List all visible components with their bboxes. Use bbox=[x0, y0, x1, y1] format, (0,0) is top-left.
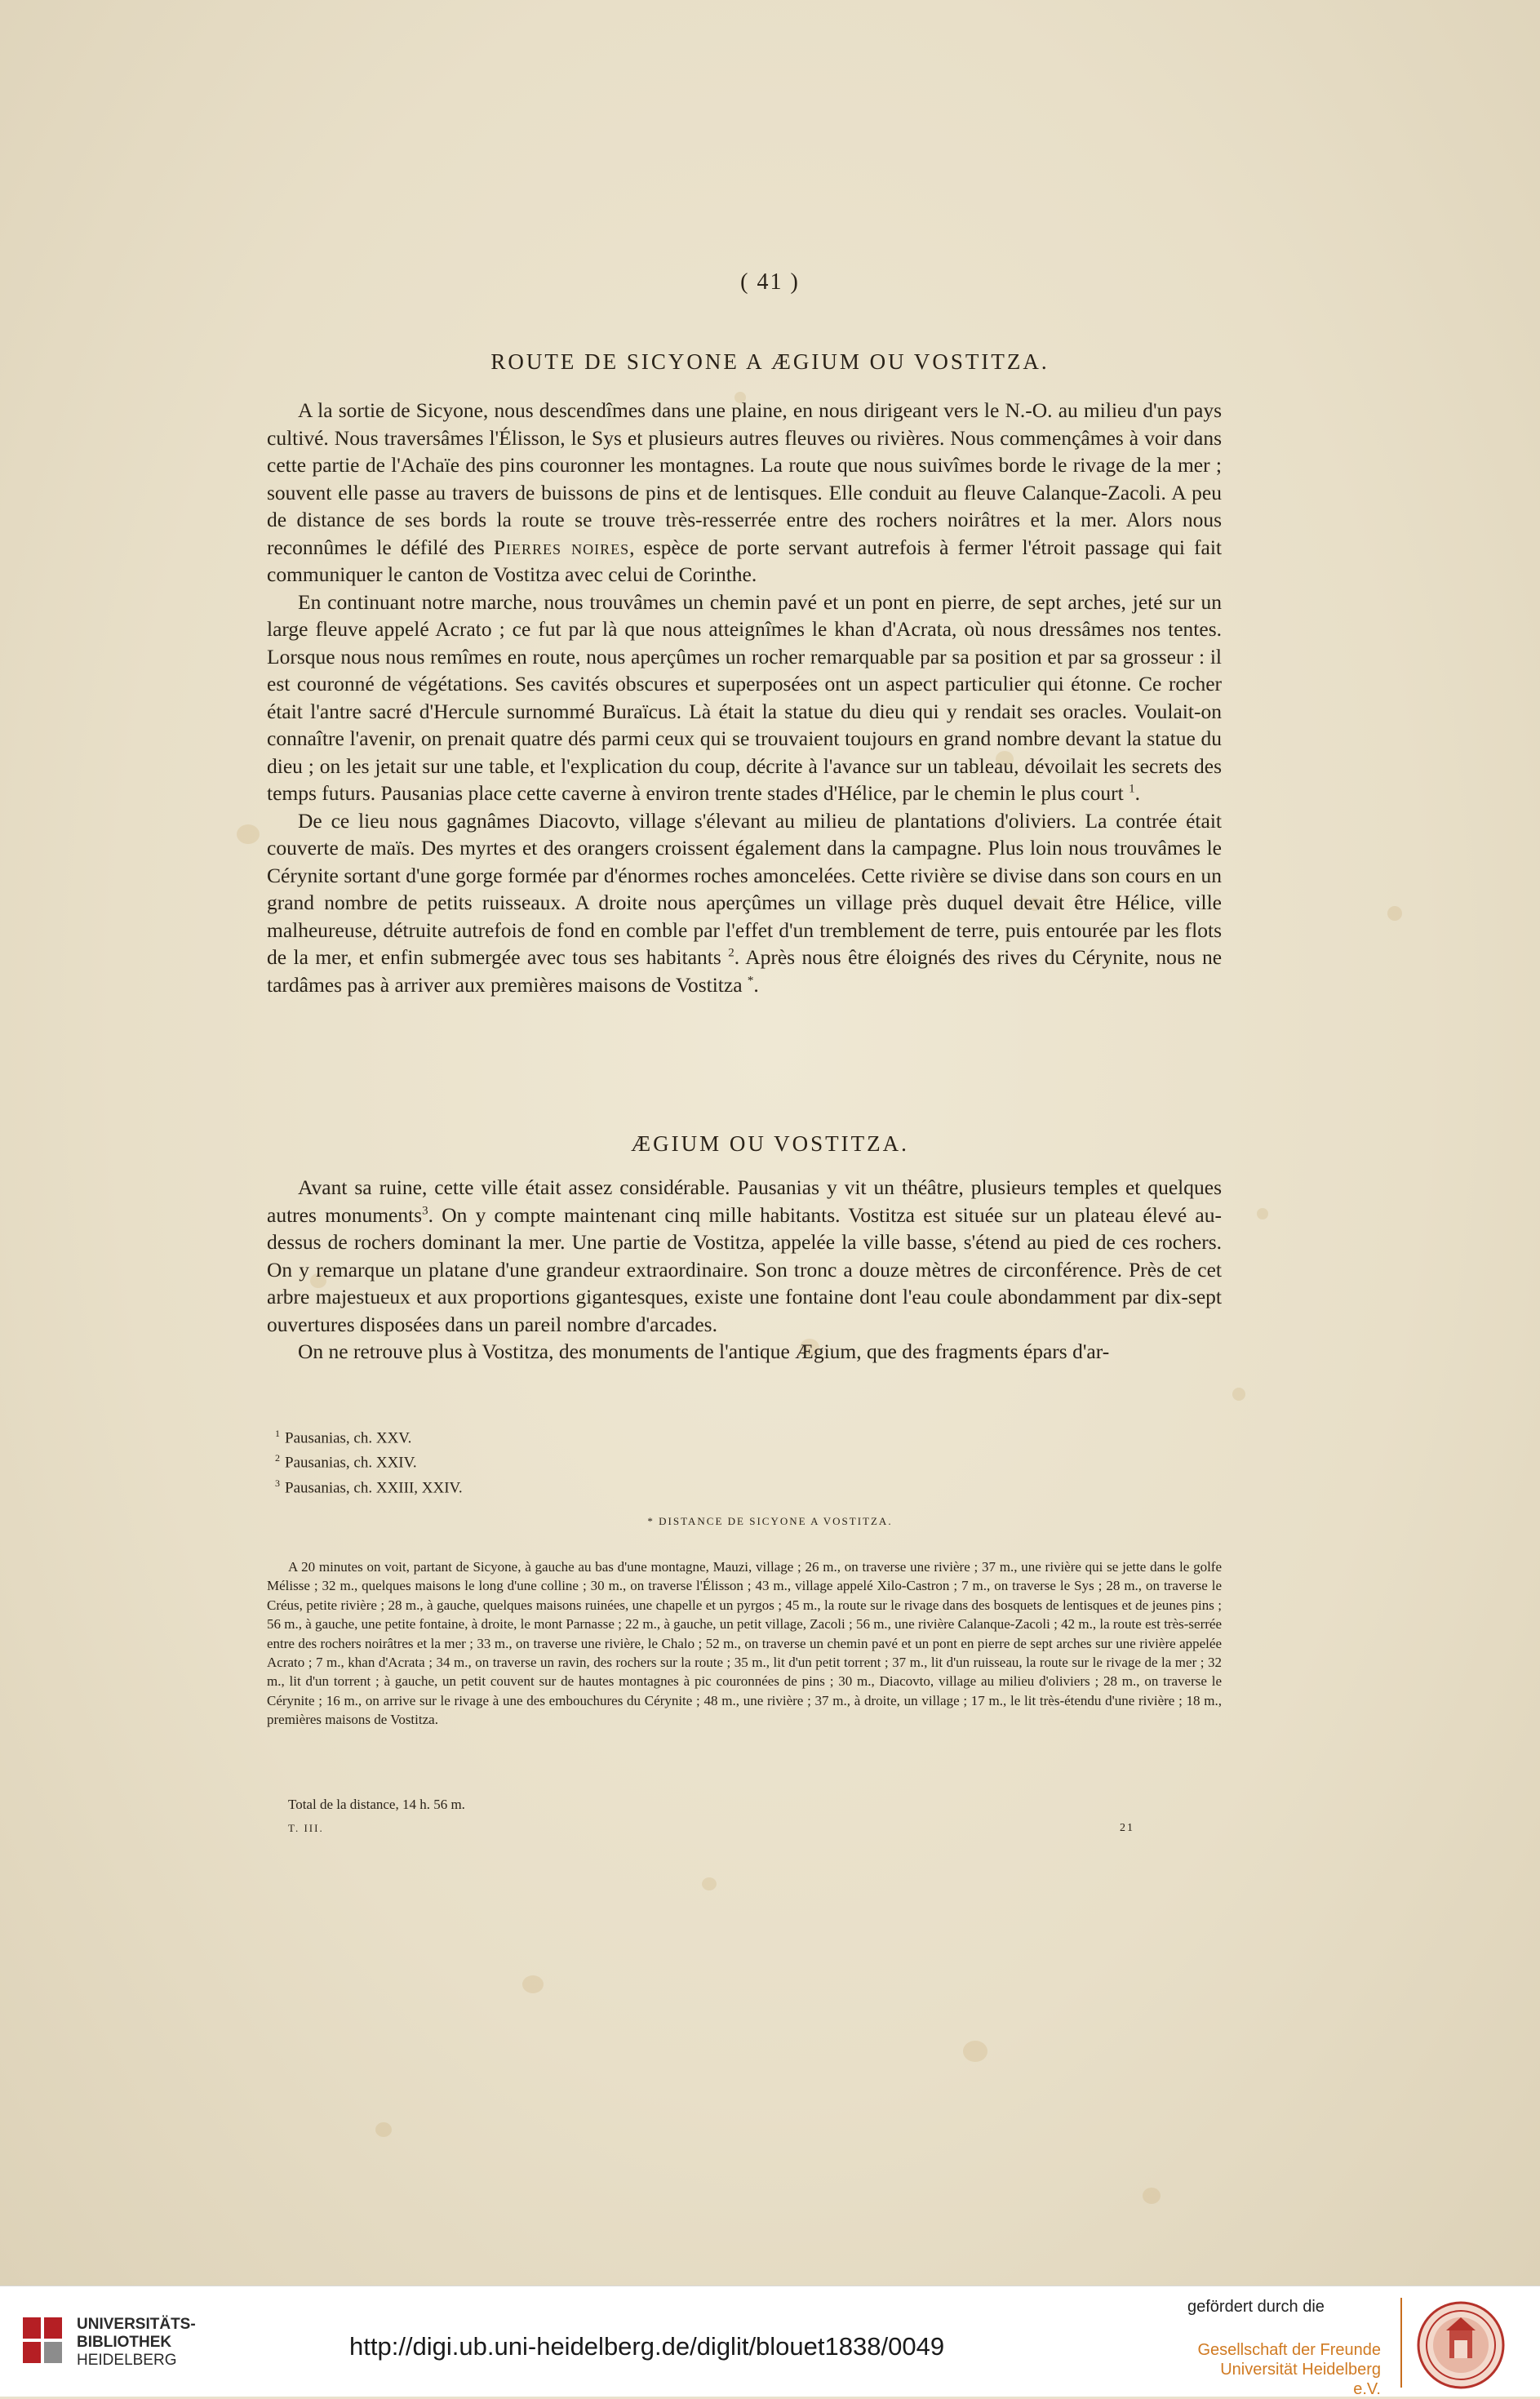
distance-total: Total de la distance, 14 h. 56 m. bbox=[288, 1797, 465, 1812]
divider bbox=[1400, 2298, 1402, 2388]
university-library-logo-icon bbox=[21, 2316, 64, 2365]
distance-heading: * DISTANCE DE SICYONE A VOSTITZA. bbox=[647, 1515, 893, 1527]
paragraph-4: Avant sa ruine, cette ville était assez considérable. Pausanias y vit un théâtre, plusieurs temples et quelques autres monuments$^3$. On y compte maintenant cinq mille habitants. Vostitza est située sur un plateau élevé au-dessus de rochers dominant la mer. Une partie de Vostitza, appelée la ville basse, s'étend au pied de ces rochers. On y remarque un platane d'une grandeur extraordinaire. Son tronc a douze mètres de circonférence. Près de cet arbre majestueux et aux proportions gigantesques, existe une fontaine dont l'eau coule abondamment par dix-sept ouvertures disposées dans un pareil nombre d'arcades. bbox=[267, 1175, 1222, 1336]
main-text bbox=[267, 397, 1222, 998]
sponsor-label: gefördert durch die bbox=[1187, 2298, 1325, 2316]
footnote: $^3$ Pausanias, ch. XXIII, XXIV. bbox=[275, 1477, 463, 1496]
footnotes bbox=[267, 1424, 838, 1498]
volume-signature: T. III. bbox=[288, 1822, 324, 1834]
section-subtitle: ÆGIUM OU VOSTITZA. bbox=[631, 1131, 909, 1156]
permalink[interactable]: http://digi.ub.uni-heidelberg.de/diglit/blouet1838/0049 bbox=[349, 2332, 945, 2361]
footnote-ref: * bbox=[747, 974, 754, 987]
section-title: ROUTE DE SICYONE A ÆGIUM OU VOSTITZA. bbox=[490, 349, 1050, 374]
page-number: ( 41 ) bbox=[740, 269, 800, 295]
paragraph-5: On ne retrouve plus à Vostitza, des monuments de l'antique Ægium, que des fragments épars d'ar- bbox=[298, 1339, 1110, 1363]
sponsor-name: Gesellschaft der Freunde Universität Heidelberg e.V. bbox=[1197, 2341, 1381, 2398]
paragraph-1: A la sortie de Sicyone, nous descendîmes dans une plaine, en nous dirigeant vers le N.-O. au milieu d'un pays cultivé. Nous traversâmes l'Élisson, le Sys et plusieurs autres fleuves ou rivières. Nous commençâmes à voir dans cette partie de l'Achaïe des pins couronner les montagnes. La route que nous suivîmes borde le rivage de la mer ; souvent elle passe au travers de buissons de pins et de lentisques. Elle conduit au fleuve Calanque-Zacoli. A peu de distance de ses bords la route se trouve très-resserrée entre des rochers noirâtres et la mer. Alors nous reconnûmes le défilé des Pierres noires, espèce de porte servant autrefois à fermer l'étroit passage qui fait communiquer le canton de Vostitza avec celui de Corinthe. bbox=[267, 398, 1222, 586]
paragraph-3: De ce lieu nous gagnâmes Diacovto, village s'élevant au milieu de plantations d'oliviers. La contrée était couverte de maïs. Des myrtes et des orangers croissent également dans la campagne. Plus loin nous trouvâmes le Cérynite sortant d'une gorge formée par d'énormes roches amoncelées. Cette rivière se divise dans son cours en un grand nombre de petits ruisseaux. A droite nous aperçûmes un village près duquel devait être Hélice, ville malheureuse, détruite autrefois de fond en comble par l'effet d'un tremblement de terre, puis entourée par les flots de la mer, et enfin submergée avec tous ses habitants $^2$. Après nous être éloignés des rives du Cérynite, nous ne tardâmes pas à arriver aux premières maisons de Vostitza *. bbox=[267, 808, 1223, 997]
university-seal-icon bbox=[1417, 2301, 1505, 2389]
main-text-2 bbox=[267, 1174, 1222, 1366]
sheet-signature: 21 bbox=[1120, 1822, 1134, 1834]
footnote: $^1$ Pausanias, ch. XXV. bbox=[275, 1428, 412, 1447]
digitization-footer bbox=[0, 2286, 1540, 2397]
footnote: $^2$ Pausanias, ch. XXIV. bbox=[275, 1452, 417, 1472]
distance-itinerary: A 20 minutes on voit, partant de Sicyone, à gauche au bas d'une montagne, Mauzi, village ; 26 m., on traverse une rivière ; 37 m., une rivière qui se jette dans le golfe Mélisse ; 32 m., quelques maisons le long d'une colline ; 30 m., on traverse l'Élisson ; 43 m., village appelé Xilo-Castron ; 7 m., on traverse le Sys ; 28 m., on traverse le Créus, petite rivière ; 28 m., à gauche, quelques maisons ruinées, une chapelle et un pyrgos ; 45 m., la route sur le rivage dans des bosquets de lentisques et de jeunes pins ; 56 m., à gauche, une petite fontaine, à droite, le mont Parnasse ; 22 m., à gauche, un petit village, Zacoli ; 56 m., une rivière Calanque-Zacoli ; 42 m., la route est très-serrée entre des rochers noirâtres et la mer ; 33 m., on traverse une rivière, le Chalo ; 52 m., on traverse un chemin pavé et un pont en pierre de sept arches sur une rivière appelée Acrato ; 7 m., khan d'Acrata ; 34 m., on traverse un ravin, des rochers sur la route ; 35 m., lit d'un petit torrent ; 37 m., lit d'un ruisseau, la route sur le rivage de la mer ; 32 m., lit d'un torrent ; à gauche, un petit couvent sur de hautes montagnes à pic couronnées de pins ; 30 m., Diacovto, village au milieu d'oliviers ; 28 m., on traverse le Cérynite ; 16 m., on arrive sur le rivage à une des embouchures du Cérynite ; 48 m., une rivière ; 37 m., à droite, un village ; 17 m., le lit très-étendu d'une rivière ; 18 m., premières maisons de Vostitza. bbox=[267, 1559, 1222, 1728]
institution-name: UNIVERSITÄTS- BIBLIOTHEK HEIDELBERG bbox=[77, 2316, 196, 2369]
small-caps-term: Pierres noires bbox=[493, 535, 630, 559]
footnote-ref: 3 bbox=[422, 1204, 428, 1217]
footnote-ref: 1 bbox=[1129, 782, 1135, 796]
footnote-ref: 2 bbox=[728, 946, 734, 960]
paragraph-2: En continuant notre marche, nous trouvâmes un chemin pavé et un pont en pierre, de sept arches, jeté sur un large fleuve appelé Acrato ; ce fut par là que nous atteignîmes le khan d'Acrata, où nous dressâmes nos tentes. Lorsque nous nous remîmes en route, nous aperçûmes un rocher remarquable par sa position et par sa grosseur : il est couronné de végétations. Ses cavités obscures et superposées ont un aspect particulier qui étonne. Ce rocher était l'antre sacré d'Hercule surnommé Buraïcus. Là était la statue du dieu qui y rendait ses oracles. Voulait-on connaître l'avenir, on prenait quatre dés parmi ceux qui se trouvaient toujours en grand nombre devant la statue du dieu ; on les jetait sur une table, et l'explication du coup, décrite à l'avance sur un tableau, dévoilait les secrets des temps futurs. Pausanias place cette caverne à environ trente stades d'Hélice, par le chemin le plus court $^1$. bbox=[267, 589, 1222, 805]
